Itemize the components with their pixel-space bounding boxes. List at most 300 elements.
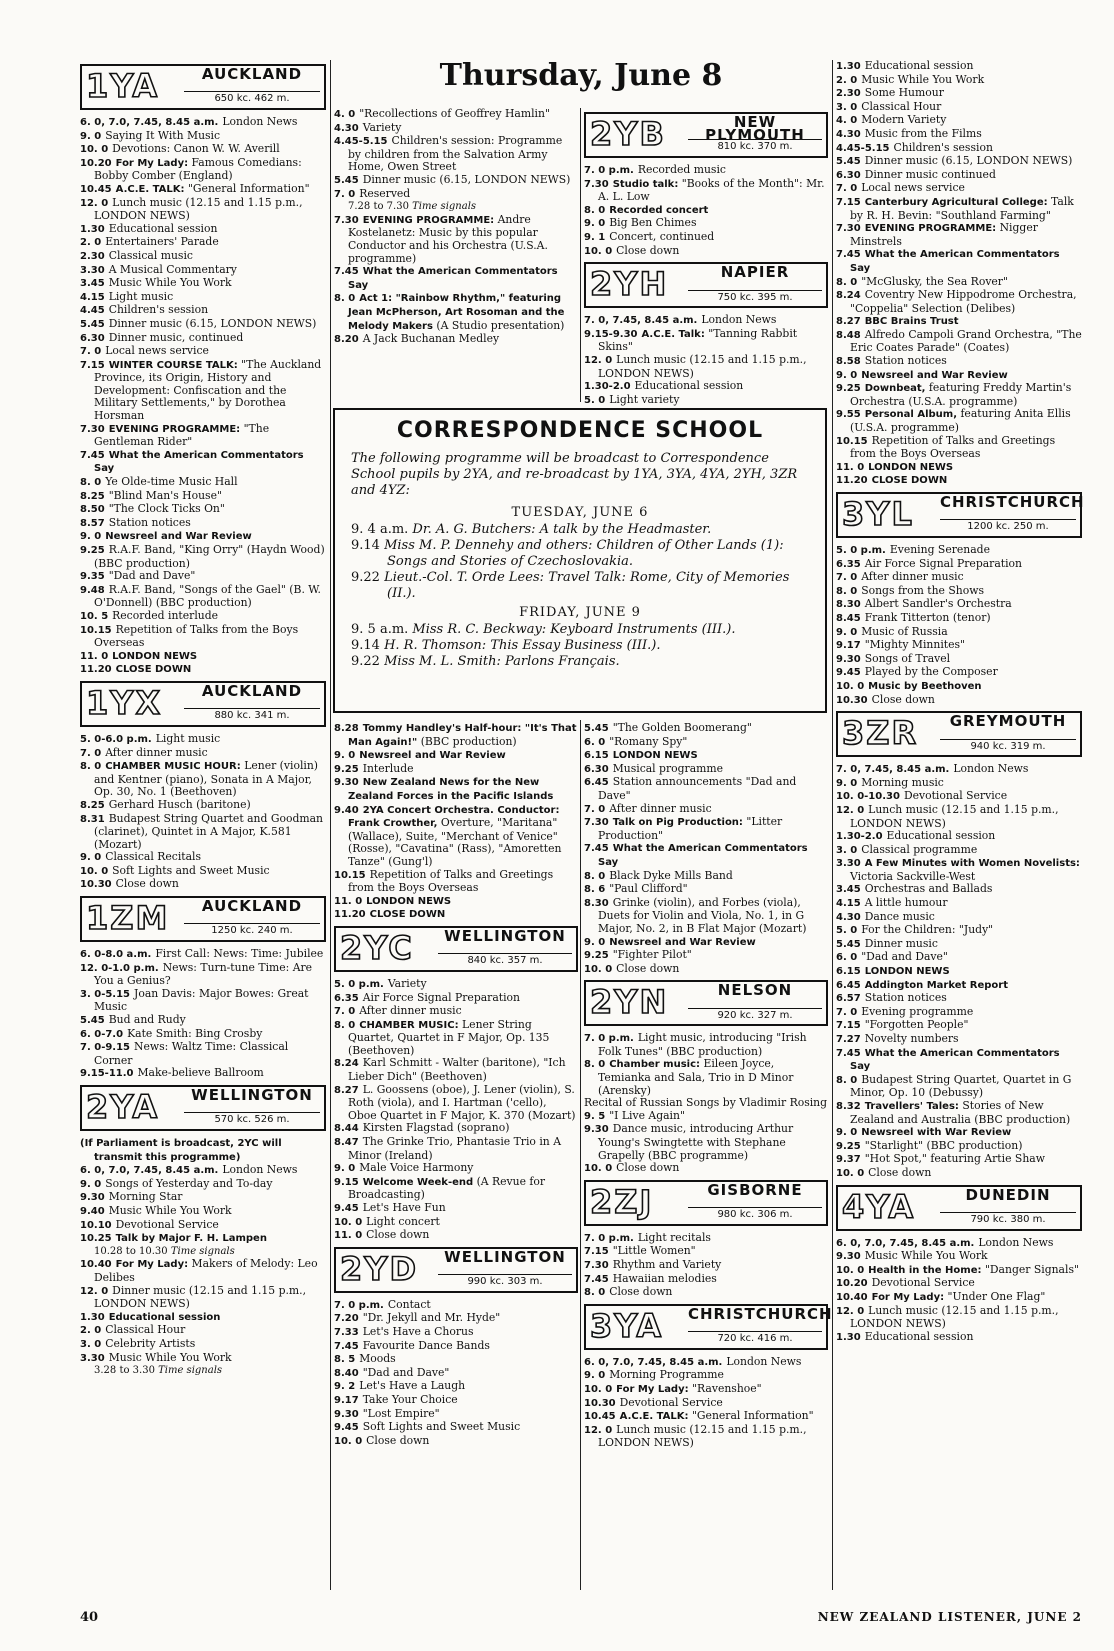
programme-item xyxy=(836,626,1082,640)
programme-title: LONDON NEWS xyxy=(366,895,452,907)
programme-description: Lener (violin) and Kentner (piano), Sonata in A Major, Op. 30, No. 1 (Beethoven) xyxy=(94,759,319,799)
programme-time: 7. 0, 7.45, 8.45 a.m. xyxy=(584,315,698,327)
programme-time: 9.25 xyxy=(836,1140,861,1152)
programme-title: Downbeat, xyxy=(864,383,926,395)
programme-time: 9.48 xyxy=(80,584,105,596)
programme-time: 8.40 xyxy=(334,1367,359,1379)
programme-time: 9.35 xyxy=(80,571,105,583)
programme-title: BBC Brains Trust xyxy=(864,316,959,328)
programme-time: 7.45 xyxy=(80,449,105,461)
station-header xyxy=(836,1185,1082,1231)
programme-time: 10. 5 xyxy=(80,610,109,622)
programme-item xyxy=(584,1110,828,1124)
programme-time: 8.25 xyxy=(80,490,105,502)
correspondence-time: 9.22 xyxy=(351,654,385,669)
programme-description: Close down xyxy=(609,1285,673,1299)
station-frequency: 790 kc. 380 m. xyxy=(940,1212,1076,1227)
programme-time: 5.45 xyxy=(836,938,861,950)
programme-item xyxy=(584,763,828,777)
programme-item xyxy=(334,292,578,333)
programme-description: Kate Smith: Bing Crosby xyxy=(127,1026,263,1040)
programme-item xyxy=(584,1383,828,1397)
programme-item xyxy=(334,749,578,763)
programme-time: 7.30 xyxy=(584,817,609,829)
programme-item xyxy=(584,1032,828,1058)
programme-title: CLOSE DOWN xyxy=(369,909,446,921)
programme-title: LONDON NEWS xyxy=(868,461,954,473)
programme-time: 10.25 xyxy=(80,1233,112,1245)
station-city: NELSON xyxy=(717,981,793,1000)
programme-item xyxy=(836,408,1082,434)
station-frequency: 920 kc. 327 m. xyxy=(688,1008,822,1023)
programme-time: 9.25 xyxy=(584,950,609,962)
programme-time: 6.45 xyxy=(584,777,609,789)
programme-item xyxy=(836,666,1082,680)
programme-time: 4. 0 xyxy=(836,115,858,127)
programme-time: 6.57 xyxy=(836,993,861,1005)
programme-item xyxy=(80,962,326,988)
programme-item xyxy=(334,1162,578,1176)
programme-description: Close down xyxy=(366,1433,430,1447)
programme-description: Gerhard Husch (baritone) xyxy=(108,797,251,811)
programme-item xyxy=(836,369,1082,383)
programme-description: Soft Lights and Sweet Music xyxy=(362,1420,521,1434)
programme-time: 7. 0, 7.45, 8.45 a.m. xyxy=(836,764,950,776)
time-signal-label: Time signals xyxy=(170,1245,235,1257)
programme-item xyxy=(80,1164,326,1178)
programme-time: 9. 0 xyxy=(836,369,858,381)
programme-description: Classical music xyxy=(108,248,193,262)
programme-item xyxy=(836,694,1082,708)
programme-description: A Musical Commentary xyxy=(108,262,237,276)
programme-item xyxy=(836,965,1082,979)
programme-time: 10.15 xyxy=(836,435,868,447)
programme-description: Close down xyxy=(616,1161,680,1175)
page-title: Thursday, June 8 xyxy=(439,58,723,93)
programme-item xyxy=(80,183,326,197)
programme-description: "Paul Clifford" xyxy=(609,882,688,896)
correspondence-time: 9.14 xyxy=(351,538,385,553)
programme-time: 10. 0-10.30 xyxy=(836,791,900,803)
station-call-sign: 1YX xyxy=(86,683,163,722)
programme-item xyxy=(836,612,1082,626)
programme-description: "Recollections of Geoffrey Hamlin" xyxy=(359,107,550,120)
programme-item xyxy=(584,936,828,950)
programme-description: Celebrity Artists xyxy=(105,1336,196,1350)
programme-description: Some Humour xyxy=(864,86,944,100)
programme-item xyxy=(80,197,326,223)
programme-item xyxy=(80,476,326,490)
programme-item xyxy=(80,530,326,544)
programme-description: Novelty numbers xyxy=(864,1032,959,1045)
programme-description: Songs of Yesterday and To-day xyxy=(105,1176,273,1190)
programme-title: Act 1: "Rainbow Rhythm," featuring Jean McPherson, Art Rosoman and the Melody Makers xyxy=(348,293,565,332)
programme-title: A.C.E. Talk: xyxy=(641,328,705,340)
programme-item xyxy=(584,1410,828,1424)
programme-description: Close down xyxy=(616,961,680,975)
programme-description: Bud and Rudy xyxy=(108,1013,186,1027)
programme-item xyxy=(80,449,326,476)
programme-description: R.A.F. Band, "King Orry" (Haydn Wood) (BBC production) xyxy=(94,543,325,570)
station-call-sign: 2ZJ xyxy=(590,1182,654,1221)
programme-time: 9. 0 xyxy=(584,218,606,230)
programme-description: Eileen Joyce, Temianka and Sala, Trio in D Minor (Arensky) xyxy=(598,1057,794,1097)
programme-title: For My Lady: xyxy=(616,1383,689,1395)
station-city: GREYMOUTH xyxy=(949,712,1067,731)
programme-time: 10.40 xyxy=(836,1291,868,1303)
programme-time: 9.37 xyxy=(836,1154,861,1166)
programme-description: Nigger Minstrels xyxy=(850,221,1038,248)
programme-time: 9. 0 xyxy=(80,1178,102,1190)
programme-description: Reserved xyxy=(359,186,411,200)
programme-description: A Jack Buchanan Medley xyxy=(362,332,500,346)
programme-time: 9.30 xyxy=(334,1408,359,1420)
programme-time: 7. 0 xyxy=(836,572,858,584)
programme-item xyxy=(836,1250,1082,1264)
programme-time: 8. 6 xyxy=(584,884,606,896)
programme-time: 5. 0 p.m. xyxy=(836,545,886,556)
programme-description: Songs from the Shows xyxy=(861,583,985,597)
programme-time: 12. 0 xyxy=(584,354,613,366)
programme-item xyxy=(80,1191,326,1205)
programme-item xyxy=(836,87,1082,101)
programme-item xyxy=(80,318,326,332)
programme-description: "Romany Spy" xyxy=(609,734,688,748)
programme-title: WINTER COURSE TALK: xyxy=(108,359,238,371)
programme-description: Musical programme xyxy=(612,761,724,775)
programme-title: A Few Minutes with Women Novelists: xyxy=(864,858,1080,870)
programme-item xyxy=(584,1356,828,1370)
programme-title: CHAMBER MUSIC HOUR: xyxy=(105,761,241,773)
programme-time: 5.45 xyxy=(80,1015,105,1027)
programme-description: Classical programme xyxy=(861,842,978,856)
programme-item xyxy=(80,799,326,813)
station-call-sign: 2YB xyxy=(590,115,666,153)
programme-description: Dinner music (6.15, LONDON NEWS) xyxy=(864,154,1073,168)
programme-time: 6.35 xyxy=(334,992,359,1004)
programme-description: Morning music xyxy=(861,775,944,789)
programme-description: Lunch music (12.15 and 1.15 p.m., LONDON NEWS) xyxy=(94,195,303,223)
programme-description: Morning Star xyxy=(108,1190,183,1204)
programme-time: 10.15 xyxy=(334,869,366,881)
programme-item xyxy=(80,236,326,250)
programme-item xyxy=(334,214,578,265)
station-city: AUCKLAND xyxy=(201,681,303,700)
programme-item xyxy=(584,883,828,897)
programme-time: 11.20 xyxy=(334,909,366,921)
programme-time: 7.30 xyxy=(584,1260,609,1271)
programme-item xyxy=(80,948,326,962)
programme-description: Budapest String Quartet, Quartet in G Minor, Op. 10 (Debussy) xyxy=(850,1072,1072,1100)
programme-item xyxy=(836,544,1082,558)
programme-time: 9.15 xyxy=(334,1176,359,1188)
programme-time: 10.40 xyxy=(80,1259,112,1271)
programme-description: "McGlusky, the Sea Rover" xyxy=(861,274,1008,288)
programme-title: Newsreel and War Review xyxy=(105,531,252,543)
programme-item xyxy=(584,776,828,802)
correspondence-description: Lieut.-Col. T. Orde Lees: Travel Talk: Rome, City of Memories (II.). xyxy=(384,570,790,601)
programme-item xyxy=(334,992,578,1006)
programme-time: 8. 0 xyxy=(334,293,356,305)
programme-time: 9. 2 xyxy=(334,1381,356,1393)
programme-description: Recital of Russian Songs by Vladimir Rosing xyxy=(584,1096,828,1110)
programme-item xyxy=(80,490,326,504)
programme-description: For the Children: "Judy" xyxy=(861,923,994,937)
programme-time: 12. 0 xyxy=(836,804,865,816)
programme-description: Contact xyxy=(387,1297,431,1311)
programme-time: 10.20 xyxy=(836,1278,868,1290)
programme-time: 9. 1 xyxy=(584,231,606,243)
programme-description: Dance music, introducing Arthur Young's Swingtette with Stephane Grapelly (BBC programme) xyxy=(598,1122,794,1162)
programme-item xyxy=(584,178,828,204)
programme-time: 4.15 xyxy=(80,291,105,303)
programme-description: Light concert xyxy=(366,1214,440,1228)
correspondence-time: 9. 5 a.m. xyxy=(351,622,413,637)
programme-item xyxy=(334,1367,578,1381)
programme-description: "Dr. Jekyll and Mr. Hyde" xyxy=(362,1311,501,1325)
programme-description: "Starlight" (BBC production) xyxy=(864,1138,1023,1152)
correspondence-title: CORRESPONDENCE SCHOOL xyxy=(396,418,764,443)
programme-description: Frank Titterton (tenor) xyxy=(864,610,991,624)
programme-time: 8.50 xyxy=(80,504,105,516)
programme-item xyxy=(584,1162,828,1176)
programme-item xyxy=(80,584,326,610)
station-header xyxy=(80,681,326,727)
programme-description: Kirsten Flagstad (soprano) xyxy=(362,1121,510,1135)
programme-time: 8. 0 xyxy=(334,1019,356,1031)
programme-item xyxy=(334,1326,578,1340)
correspondence-day: FRIDAY, JUNE 9 xyxy=(519,605,641,620)
programme-item xyxy=(334,895,578,909)
time-signal-range: 3.28 to 3.30 xyxy=(94,1365,159,1377)
programme-time: 7. 0 xyxy=(836,1006,858,1018)
station-header xyxy=(80,1085,326,1131)
programme-description: After dinner music xyxy=(861,570,964,584)
programme-item xyxy=(584,1259,828,1273)
column-2a-top xyxy=(334,108,578,347)
programme-item xyxy=(836,276,1082,290)
programme-description: Station notices xyxy=(864,991,947,1005)
column-1 xyxy=(80,60,326,1378)
programme-description: Music While You Work xyxy=(864,1249,988,1263)
programme-time: 3.30 xyxy=(836,858,861,870)
programme-description: Close down xyxy=(871,692,935,706)
programme-time: 7. 0 xyxy=(334,1006,356,1018)
station-frequency: 990 kc. 303 m. xyxy=(438,1274,572,1289)
programme-time: 10. 0 xyxy=(836,1264,865,1276)
station-frequency: 810 kc. 370 m. xyxy=(688,139,822,154)
programme-description: Close down xyxy=(616,243,680,257)
programme-description: Classical Recitals xyxy=(105,850,202,864)
programme-item xyxy=(80,813,326,852)
programme-time: 8. 5 xyxy=(334,1354,356,1366)
programme-description: After dinner music xyxy=(105,745,208,759)
programme-description: Light music xyxy=(108,289,174,303)
programme-description: Let's Have Fun xyxy=(362,1201,446,1214)
station-city: NAPIER xyxy=(720,263,790,282)
programme-time: 8.27 xyxy=(334,1084,359,1096)
programme-description: Devotional Service xyxy=(115,1217,219,1231)
programme-time: 8.28 xyxy=(334,723,359,734)
programme-time: 9.17 xyxy=(334,1394,359,1406)
programme-time: 6. 0, 7.0, 7.45, 8.45 a.m. xyxy=(80,117,219,128)
programme-description: Devotional Service xyxy=(619,1395,723,1409)
programme-time: 7.45 xyxy=(584,1273,609,1285)
programme-item xyxy=(836,1237,1082,1251)
programme-description: Karl Schmitt - Walter (baritone), "Ich Lieber Dich" (Beethoven) xyxy=(348,1056,566,1084)
programme-item xyxy=(836,897,1082,911)
programme-description: Songs of Travel xyxy=(864,651,951,665)
column-3 xyxy=(836,59,1085,1344)
programme-time: 8.57 xyxy=(80,517,105,529)
programme-item xyxy=(584,204,828,218)
programme-time: 9.30 xyxy=(584,1124,609,1136)
programme-description: "Hot Spot," featuring Artie Shaw xyxy=(864,1152,1045,1166)
programme-description: Local news service xyxy=(861,181,965,195)
programme-item xyxy=(836,1140,1082,1154)
programme-time: 8. 0 xyxy=(80,477,102,489)
station-city: CHRISTCHURCH xyxy=(688,1304,833,1323)
programme-item xyxy=(836,1047,1082,1074)
programme-time: 8.25 xyxy=(80,799,105,811)
programme-item xyxy=(836,1126,1082,1140)
programme-time: 6. 0, 7.0, 7.45, 8.45 a.m. xyxy=(836,1237,975,1249)
station-frequency: 940 kc. 319 m. xyxy=(940,739,1076,754)
programme-time: 7.33 xyxy=(334,1326,359,1338)
programme-description: Devotions: Canon W. W. Averill xyxy=(112,142,280,156)
programme-description: "General Information" xyxy=(691,1409,814,1423)
programme-description: L. Goossens (oboe), J. Lener (violin), S. Roth (viola), and I. Hartman ('cello), Oboe Quartet in F Major, K. 370 (Mozart) xyxy=(348,1082,576,1122)
station-frequency: 720 kc. 416 m. xyxy=(688,1331,822,1346)
programme-description: Music While You Work xyxy=(108,1203,232,1217)
programme-time: 7.45 xyxy=(334,1340,359,1352)
programme-description: Soft Lights and Sweet Music xyxy=(112,863,270,877)
programme-item xyxy=(836,844,1082,858)
programme-item xyxy=(584,1058,828,1097)
programme-time: 8.48 xyxy=(836,329,861,341)
programme-time: 7. 0 p.m. xyxy=(584,165,634,176)
programme-description: Evening Serenade xyxy=(889,543,990,556)
programme-time: 8.47 xyxy=(334,1137,359,1149)
programme-item xyxy=(584,870,828,884)
programme-time: 6.45 xyxy=(836,979,861,991)
correspondence-item xyxy=(351,654,809,670)
programme-item xyxy=(80,116,326,130)
programme-time: 4.30 xyxy=(836,911,861,923)
programme-description: (A Revue for Broadcasting) xyxy=(348,1174,546,1202)
programme-time: 7. 0 xyxy=(334,188,356,200)
programme-time: 9. 0 xyxy=(584,936,606,948)
programme-description: Overture, "Maritana" (Wallace), Suite, "Merchant of Venice" (Rosse), "Cavatina" (Rass), "Amoretten Tanze" (Gung'l) xyxy=(348,816,562,868)
programme-item xyxy=(584,314,828,328)
programme-description: Stories of New Zealand and Australia (BBC production) xyxy=(850,1098,1071,1126)
programme-time: 8.45 xyxy=(836,612,861,624)
station-city: AUCKLAND xyxy=(201,65,303,83)
programme-description: Music from the Films xyxy=(864,126,982,140)
programme-time: 12. 0 xyxy=(584,1424,613,1436)
programme-description: R.A.F. Band, "Songs of the Gael" (B. W. O'Donnell) (BBC production) xyxy=(94,582,321,610)
programme-item xyxy=(836,680,1082,694)
programme-title: Newsreel and War Review xyxy=(359,750,506,762)
programme-description: Let's Have a Laugh xyxy=(359,1379,466,1393)
programme-time: 9. 0 xyxy=(80,531,102,543)
programme-time: 3.30 xyxy=(80,264,105,276)
station-city: AUCKLAND xyxy=(201,897,303,916)
programme-time: 4.15 xyxy=(836,898,861,910)
programme-item xyxy=(836,382,1082,408)
programme-item xyxy=(836,1074,1082,1100)
programme-item xyxy=(836,289,1082,315)
programme-title: What the American Commentators Say xyxy=(850,249,1060,274)
programme-item xyxy=(334,1408,578,1422)
programme-description: Variety xyxy=(387,976,427,990)
programme-time: 7.15 xyxy=(80,359,105,371)
programme-description: "Tanning Rabbit Skins" xyxy=(598,326,798,354)
programme-title: Recorded concert xyxy=(609,204,709,216)
programme-item xyxy=(836,114,1082,128)
programme-item xyxy=(836,639,1082,653)
programme-time: 10.30 xyxy=(80,879,112,891)
programme-time: 7.15 xyxy=(836,196,861,208)
programme-description: London News xyxy=(701,313,777,327)
programme-time: 9. 0 xyxy=(80,852,102,864)
programme-time: 9.30 xyxy=(836,1251,861,1263)
programme-item xyxy=(584,749,828,763)
station-city: CHRISTCHURCH xyxy=(940,493,1085,511)
programme-item xyxy=(584,842,828,869)
correspondence-description: Miss R. C. Beckway: Keyboard Instruments (III.). xyxy=(412,622,736,637)
programme-time: 12. 0-1.0 p.m. xyxy=(80,962,159,974)
programme-description: "Litter Production" xyxy=(598,815,783,842)
programme-item xyxy=(836,804,1082,830)
programme-item xyxy=(334,1353,578,1367)
programme-item xyxy=(334,1176,578,1202)
programme-title: What the American Commentators Say xyxy=(348,266,558,291)
programme-item xyxy=(584,816,828,842)
programme-item xyxy=(80,1178,326,1192)
station-city: NEW PLYMOUTH xyxy=(705,113,805,144)
programme-time: 12. 0 xyxy=(80,197,109,209)
programme-description: "Ravenshoe" xyxy=(692,1381,762,1395)
programme-description: "Dad and Dave" xyxy=(108,569,196,583)
programme-time: 4.45 xyxy=(80,305,105,317)
programme-description: Dinner music, continued xyxy=(108,330,244,344)
programme-title: What the American Commentators Say xyxy=(598,843,808,868)
programme-time: 5. 0 xyxy=(836,925,858,937)
programme-description: featuring Anita Ellis (U.S.A. programme) xyxy=(850,407,1071,435)
station-header xyxy=(584,262,828,308)
programme-description: Recorded interlude xyxy=(112,608,219,622)
programme-description: Coventry New Hippodrome Orchestra, "Coppelia" Selection (Delibes) xyxy=(850,288,1077,315)
station-header xyxy=(334,926,578,972)
programme-item xyxy=(334,1435,578,1449)
correspondence-item xyxy=(351,522,809,538)
programme-time: 6.15 xyxy=(584,750,609,762)
station-frequency: 1250 kc. 240 m. xyxy=(184,923,320,938)
programme-title: Newsreel and War Review xyxy=(609,936,756,948)
programme-time: 11.20 xyxy=(80,664,112,676)
programme-title: New Zealand News for the New Zealand Forces in the Pacific Islands xyxy=(348,777,554,802)
programme-time: 2. 0 xyxy=(836,74,858,86)
programme-description: Alfredo Campoli Grand Orchestra, "The Eric Coates Parade" (Coates) xyxy=(850,327,1082,355)
programme-item xyxy=(80,747,326,761)
programme-item xyxy=(584,1273,828,1287)
programme-description: London News xyxy=(726,1354,802,1368)
programme-description: "The Auckland Province, its Origin, History and Development: Confiscation and the Military Settlements," by Dorothea Horsman xyxy=(94,357,322,423)
programme-item xyxy=(80,878,326,892)
programme-item xyxy=(836,763,1082,777)
correspondence-time: 9.14 xyxy=(351,638,385,653)
